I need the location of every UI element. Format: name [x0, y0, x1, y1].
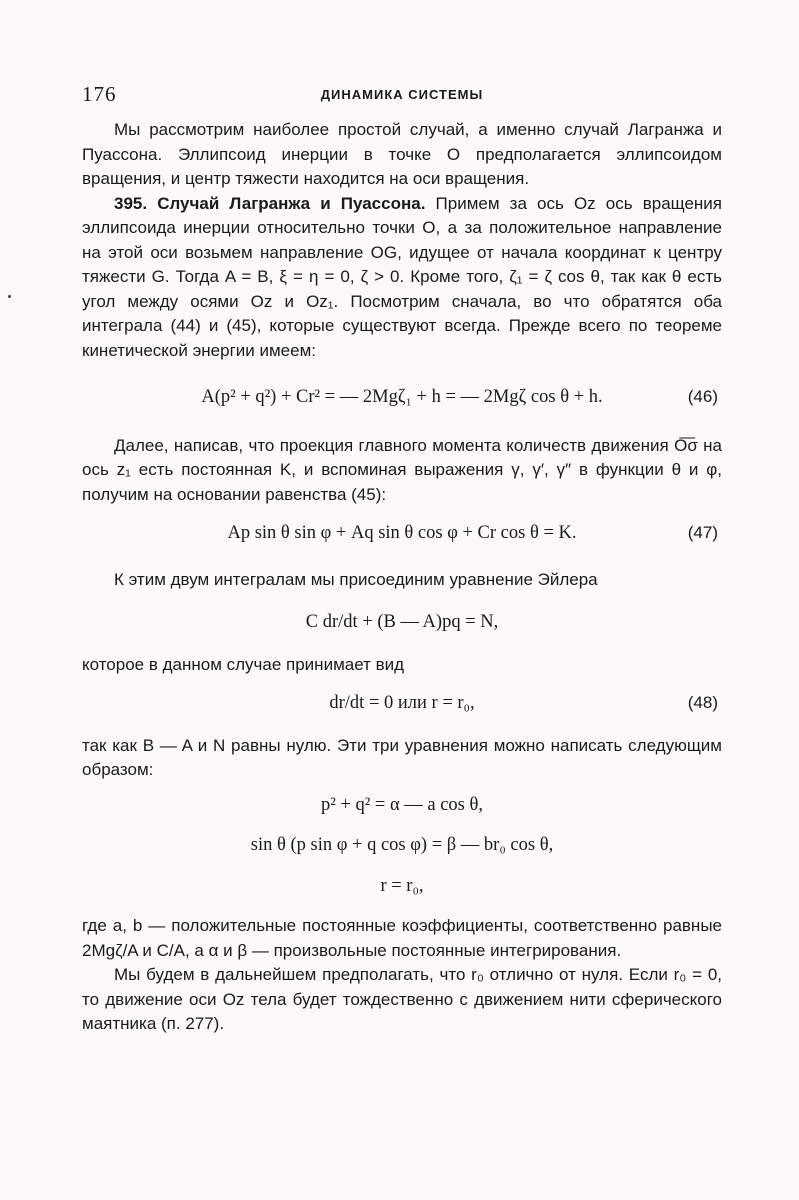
paragraph-euler-intro: К этим двум интегралам мы присоединим уравнение Эйлера [114, 569, 598, 589]
section-heading: 395. Случай Лагранжа и Пуассона. [114, 193, 426, 213]
equation-47-text: Ap sin θ sin φ + Aq sin θ cos φ + Cr cos θ = K. [227, 523, 577, 543]
equation-47-number: (47) [687, 523, 718, 542]
paragraph-coefficients: где a, b — положительные постоянные коэффициенты, соответственно равные 2Mgζ/A и C/A, а α и β — произвольные постоянные интегрирования. [82, 916, 722, 960]
equation-46-number: (46) [687, 387, 718, 406]
equation-46-text: A(p² + q²) + Cr² = — 2Mgζ₁ + h = — 2Mgζ cos θ + h. [201, 387, 603, 407]
equation-euler-text: C dr/dt + (B — A)pq = N, [305, 612, 499, 632]
page-header [82, 82, 722, 108]
paragraph-assumption: Мы будем в дальнейшем предполагать, что r₀ отлично от нуля. Если r₀ = 0, то движение оси Oz тела будет тождественно с движением нити сферического маятника (п. 277). [82, 965, 722, 1033]
system-line-2: sin θ (p sin φ + q cos φ) = β — br₀ cos θ, [250, 835, 554, 855]
running-title: ДИНАМИКА СИСТЕМЫ [320, 87, 484, 102]
paragraph-takes-form: которое в данном случае принимает вид [82, 654, 405, 674]
equation-48-text: dr/dt = 0 или r = r₀, [329, 693, 475, 713]
paragraph-momentum: Далее, написав, что проекция главного момента количеств движения O͞σ на ось z₁ есть постоянная K, и вспоминая выражения γ, γ′, γ″ в функции θ и φ, получим на основании равенства (45): [82, 435, 722, 504]
margin-speck [8, 295, 11, 298]
paragraph-three-equations: так как B — A и N равны нулю. Эти три уравнения можно написать следующим образом: [82, 735, 722, 779]
system-line-1: p² + q² = α — a cos θ, [320, 794, 483, 815]
equation-48 [82, 691, 722, 716]
system-line-3: r = r₀, [380, 875, 424, 896]
paragraph-section-395 [82, 192, 722, 364]
equation-48-number: (48) [687, 693, 718, 712]
equation-46 [82, 385, 722, 410]
section-text: Примем за ось Oz ось вращения эллипсоида инерции относительно точки O, а за положительное направление на этой оси возьмем направление OG, идущее от начала координат к центру тяжести G. Тогда A = B, ξ = η = 0, ζ > 0. Кроме того, ζ₁ = ζ cos θ, так как θ есть угол между осями Oz и Oz₁. Посмотрим сначала, во что обратятся оба интеграла (44) и (45), которые существуют всегда. Прежде всего по теореме кинетической энергии имеем: [82, 193, 722, 360]
equation-euler [82, 610, 722, 635]
equation-system [82, 793, 722, 899]
equation-47 [82, 521, 722, 546]
page-body [82, 118, 722, 1037]
page-number: 176 [82, 82, 117, 106]
paragraph-intro: Мы рассмотрим наиболее простой случай, а именно случай Лагранжа и Пуассона. Эллипсоид инерции в точке O предполагается эллипсоидом вращения, и центр тяжести находится на оси вращения. [82, 120, 722, 188]
